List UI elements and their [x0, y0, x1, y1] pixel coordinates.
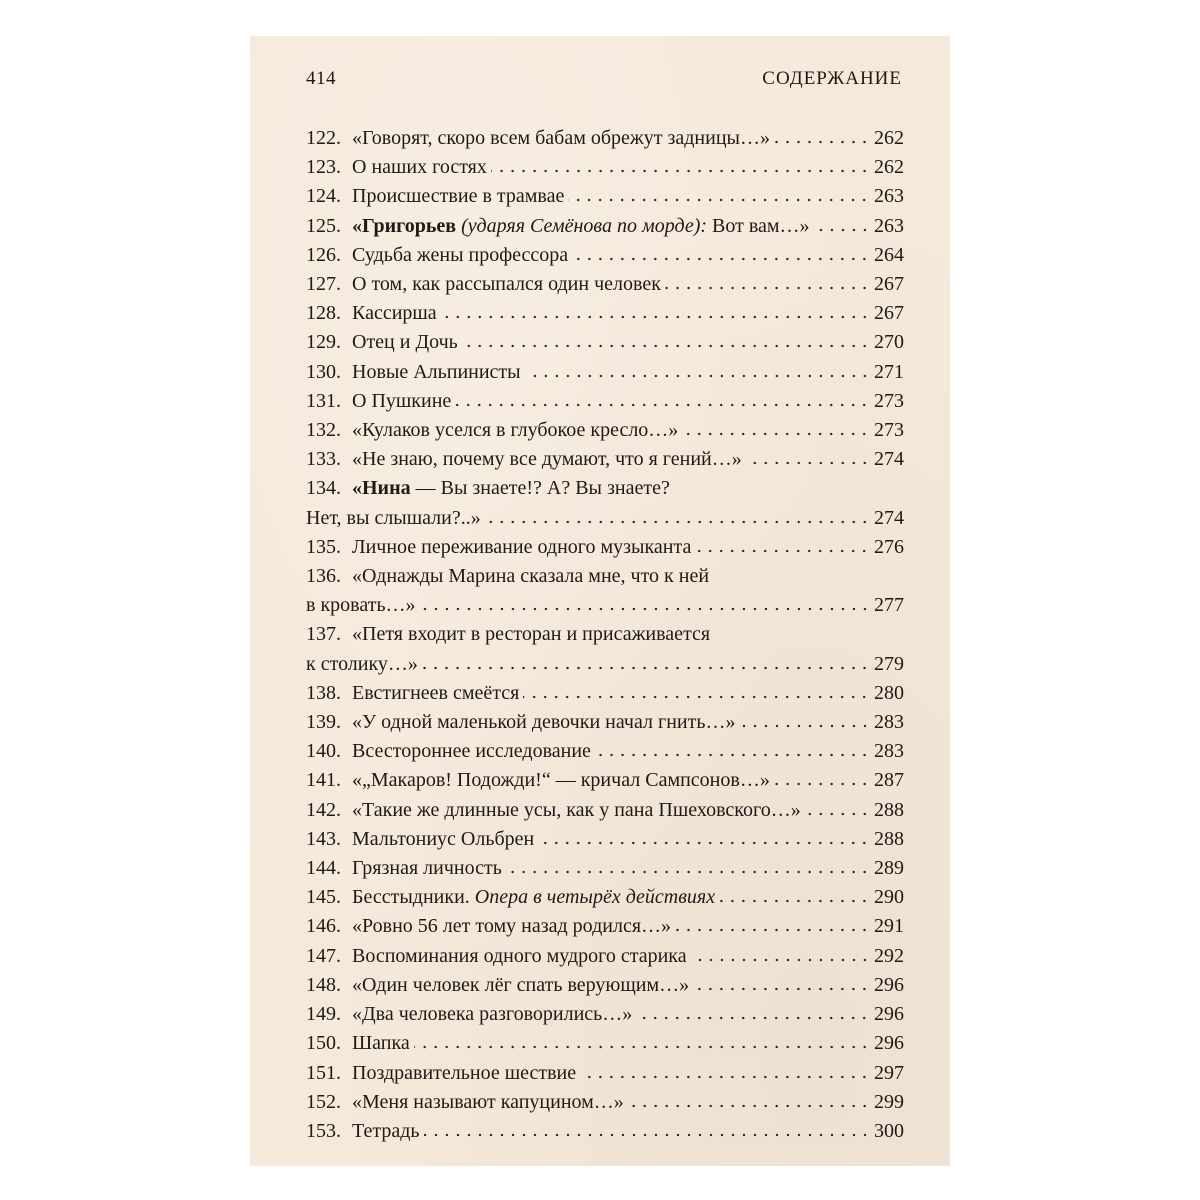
toc-entry [306, 825, 904, 854]
entry-number: 142. [306, 798, 341, 821]
entry-page: 292 [874, 944, 904, 967]
entry-page: 262 [874, 156, 904, 179]
entry-number: 140. [306, 740, 341, 763]
entry-title: Воспоминания одного мудрого старика [352, 944, 687, 967]
entry-title [352, 474, 670, 503]
toc-entry [306, 153, 904, 182]
entry-title: «Один человек лёг спать верующим…» [352, 973, 690, 996]
entry-number: 136. [306, 565, 341, 588]
entry-page: 290 [874, 886, 904, 909]
entry-title-italic: Опера в четырёх действиях [469, 886, 716, 909]
entry-title-rest: — Вы знаете!? А? Вы знаете? [410, 477, 670, 500]
toc-entry [306, 942, 904, 971]
dot-leader [455, 397, 870, 407]
toc-entry [306, 620, 904, 678]
toc-entry [306, 854, 904, 883]
dot-leader [595, 747, 870, 757]
toc-entry [306, 212, 904, 241]
table-of-contents [306, 124, 904, 1146]
entry-title-bold: «Григорьев [352, 214, 457, 237]
dot-leader [774, 776, 870, 786]
dot-leader [695, 543, 870, 553]
entry-title: «Два человека разговорились…» [352, 1003, 633, 1026]
entry-number: 132. [306, 419, 341, 442]
dot-leader [422, 660, 870, 670]
entry-title: Всестороннее исследование [352, 740, 591, 763]
entry-page: 283 [874, 711, 904, 734]
entry-title: «У одной маленькой девочки начал гнить…» [352, 711, 736, 734]
dot-leader [462, 338, 870, 348]
entry-title: «Такие же длинные усы, как у пана Пшеховского…» [352, 798, 801, 821]
entry-title: Происшествие в трамвае [352, 185, 565, 208]
entry-title: Шапка [352, 1032, 410, 1055]
entry-title: «Кулаков уселся в глубокое кресло…» [352, 419, 679, 442]
dot-leader [538, 835, 870, 845]
entry-title-continuation: в кровать…» [306, 594, 416, 617]
entry-page: 274 [874, 448, 904, 471]
dot-leader [568, 192, 870, 202]
dot-leader [740, 718, 871, 728]
entry-number: 151. [306, 1061, 341, 1084]
entry-number: 123. [306, 156, 341, 179]
entry-title: О наших гостях [352, 156, 487, 179]
toc-entry [306, 387, 904, 416]
entry-page: 270 [874, 331, 904, 354]
entry-title-bold: «Нина [352, 477, 411, 500]
entry-title: «Меня называют капуцином…» [352, 1090, 624, 1113]
entry-title: Евстигнеев смеётся [352, 681, 520, 704]
entry-page: 263 [874, 185, 904, 208]
entry-number: 134. [306, 477, 341, 500]
toc-entry [306, 708, 904, 737]
entry-title: Тетрадь [352, 1119, 420, 1142]
entry-page: 299 [874, 1090, 904, 1113]
entry-number: 145. [306, 886, 341, 909]
entry-page: 287 [874, 769, 904, 792]
toc-entry [306, 358, 904, 387]
toc-entry [306, 474, 904, 532]
entry-number: 147. [306, 944, 341, 967]
entry-number: 153. [306, 1119, 341, 1142]
dot-leader [814, 222, 870, 232]
dot-leader [572, 251, 870, 261]
entry-title: Поздравительное шествие [352, 1061, 577, 1084]
toc-entry [306, 182, 904, 211]
entry-title: «Однажды Марина сказала мне, что к ней [352, 565, 710, 588]
dot-leader [523, 689, 870, 699]
dot-leader [682, 426, 870, 436]
toc-entry [306, 299, 904, 328]
toc-entry [306, 766, 904, 795]
entry-title: Отец и Дочь [352, 331, 458, 354]
entry-title-continuation: Нет, вы слышали?..» [306, 506, 481, 529]
entry-number: 125. [306, 214, 341, 237]
entry-title: «Ровно 56 лет тому назад родился…» [352, 915, 672, 938]
entry-page: 277 [874, 594, 904, 617]
toc-entry [306, 1117, 904, 1146]
toc-entry [306, 883, 904, 912]
dot-leader [580, 1069, 870, 1079]
entry-page: 288 [874, 798, 904, 821]
toc-entry [306, 533, 904, 562]
entry-page: 297 [874, 1061, 904, 1084]
dot-leader [424, 1127, 871, 1137]
entry-page: 279 [874, 652, 904, 675]
dot-leader [665, 280, 870, 290]
toc-entry [306, 1000, 904, 1029]
entry-page: 262 [874, 127, 904, 149]
entry-title: О Пушкине [352, 389, 452, 412]
entry-number: 149. [306, 1003, 341, 1026]
entry-page: 267 [874, 302, 904, 325]
entry-number: 143. [306, 827, 341, 850]
entry-title-italic: (ударяя Семёнова по морде): [456, 214, 708, 237]
dot-leader [491, 163, 870, 173]
toc-entry [306, 124, 904, 153]
entry-title: О том, как рассыпался один человек [352, 273, 661, 296]
dot-leader [746, 455, 870, 465]
entry-title: Судьба жены профессора [352, 243, 569, 266]
toc-entry [306, 445, 904, 474]
entry-title: Новые Альпинисты [352, 360, 521, 383]
entry-number: 146. [306, 915, 341, 938]
toc-entry [306, 796, 904, 825]
entry-page: 296 [874, 1032, 904, 1055]
entry-page: 273 [874, 389, 904, 412]
entry-number: 129. [306, 331, 341, 354]
entry-title: Мальтониус Ольбрен [352, 827, 535, 850]
entry-title: Грязная личность [352, 857, 502, 880]
entry-number: 148. [306, 973, 341, 996]
entry-page: 276 [874, 535, 904, 558]
entry-title: «Петя входит в ресторан и присаживается [352, 623, 711, 646]
entry-page: 289 [874, 857, 904, 880]
toc-entry [306, 562, 904, 620]
entry-number: 131. [306, 389, 341, 412]
entry-page: 283 [874, 740, 904, 763]
toc-entry [306, 241, 904, 270]
entry-number: 135. [306, 535, 341, 558]
dot-leader [628, 1098, 870, 1108]
entry-page: 273 [874, 419, 904, 442]
toc-entry [306, 971, 904, 1000]
entry-page: 264 [874, 243, 904, 266]
entry-title: Личное переживание одного музыканта [352, 535, 692, 558]
entry-number: 133. [306, 448, 341, 471]
toc-entry [306, 270, 904, 299]
entry-number: 122. [306, 127, 341, 149]
dot-leader [414, 1039, 870, 1049]
toc-entry [306, 737, 904, 766]
entry-number: 138. [306, 681, 341, 704]
entry-page: 267 [874, 273, 904, 296]
entry-number: 130. [306, 360, 341, 383]
dot-leader [774, 134, 870, 144]
entry-page: 263 [874, 214, 904, 237]
toc-entry [306, 328, 904, 357]
entry-page: 271 [874, 360, 904, 383]
toc-entry [306, 1029, 904, 1058]
entry-number: 141. [306, 769, 341, 792]
dot-leader [693, 981, 870, 991]
entry-title [352, 883, 715, 912]
toc-entry [306, 679, 904, 708]
entry-number: 128. [306, 302, 341, 325]
toc-entry [306, 1088, 904, 1117]
toc-entry [306, 416, 904, 445]
section-title: СОДЕРЖАНИЕ [762, 68, 902, 89]
toc-entry [306, 1059, 904, 1088]
entry-number: 152. [306, 1090, 341, 1113]
entry-title-rest: Вот вам…» [707, 214, 810, 237]
entry-title: «Говорят, скоро всем бабам обрежут задницы…» [352, 127, 770, 149]
entry-title: «Не знаю, почему все думают, что я гений…» [352, 448, 742, 471]
entry-number: 137. [306, 623, 341, 646]
dot-leader [675, 922, 870, 932]
entry-page: 300 [874, 1119, 904, 1142]
entry-page: 291 [874, 915, 904, 938]
dot-leader [441, 309, 870, 319]
book-page [250, 36, 950, 1166]
entry-title-main: Бесстыдники. [352, 886, 470, 909]
entry-number: 150. [306, 1032, 341, 1055]
entry-page: 296 [874, 973, 904, 996]
page-number: 414 [306, 68, 336, 89]
entry-page: 274 [874, 506, 904, 529]
dot-leader [719, 893, 870, 903]
entry-title [352, 212, 810, 241]
page-header [306, 68, 902, 90]
entry-page: 288 [874, 827, 904, 850]
entry-number: 126. [306, 243, 341, 266]
dot-leader [636, 1010, 870, 1020]
entry-page: 280 [874, 681, 904, 704]
entry-title: Кассирша [352, 302, 437, 325]
dot-leader [485, 514, 870, 524]
dot-leader [525, 368, 870, 378]
entry-number: 139. [306, 711, 341, 734]
entry-number: 144. [306, 857, 341, 880]
entry-number: 127. [306, 273, 341, 296]
entry-page: 296 [874, 1003, 904, 1026]
dot-leader [506, 864, 870, 874]
entry-title-continuation: к столику…» [306, 652, 418, 675]
entry-title: «„Макаров! Подожди!“ — кричал Сампсонов…» [352, 769, 770, 792]
dot-leader [691, 952, 870, 962]
dot-leader [420, 601, 870, 611]
toc-entry [306, 912, 904, 941]
dot-leader [805, 806, 870, 816]
entry-number: 124. [306, 185, 341, 208]
